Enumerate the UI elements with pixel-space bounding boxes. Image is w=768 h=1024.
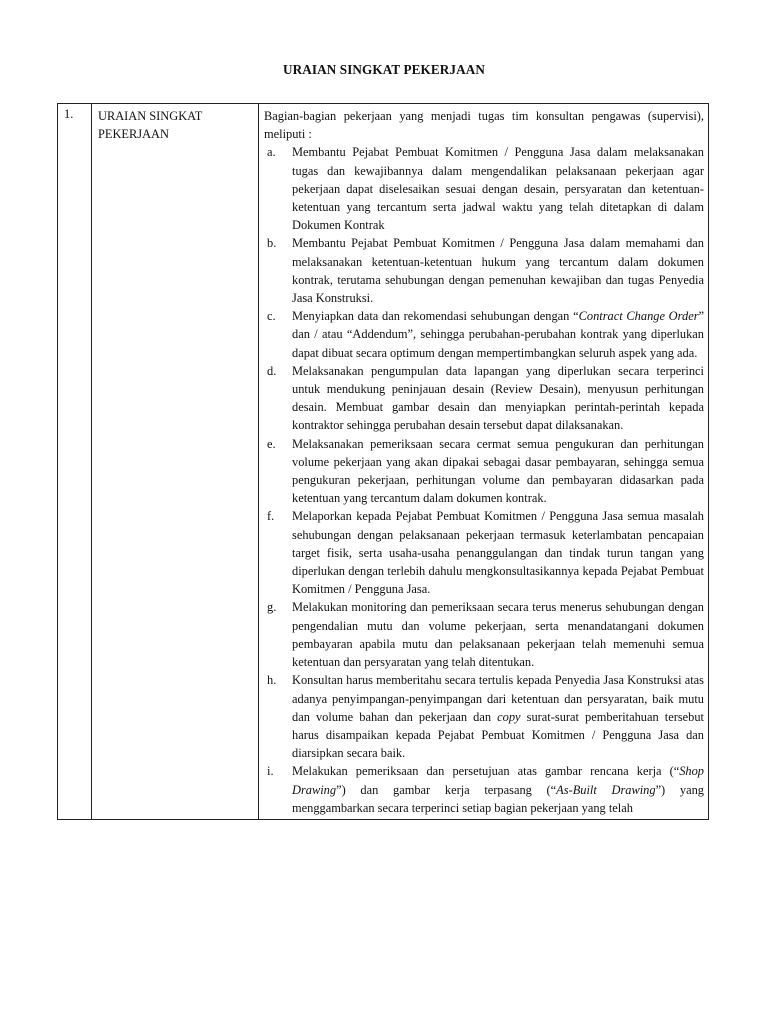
text-segment: Membantu Pejabat Pembuat Komitmen / Pengguna Jasa dalam melaksanakan tugas dan kewajibannya dalam mengendalikan pelaksanaan pekerjaan agar pekerjaan dapat diselesaikan sesuai dengan desain, persyaratan dan ketentuan-ketentuan yang tercantum serta jadwal waktu yang telah ditetapkan di dalam Dokumen Kontrak [292,145,704,233]
list-item [264,598,704,671]
list-item [264,234,704,307]
list-item-text [292,143,704,234]
italic-term: copy [497,709,521,724]
intro-paragraph: Bagian-bagian pekerjaan yang menjadi tugas tim konsultan pengawas (supervisi), meliputi : [264,109,704,142]
list-item-letter: h. [267,673,277,688]
list-item [264,307,704,362]
text-segment: Membantu Pejabat Pembuat Komitmen / Pengguna Jasa dalam memahami dan melaksanakan ketentuan-ketentuan hukum yang tercantum dalam dokumen kontrak, terutama sehubungan dengan pemenuhan kewajiban dan tugas Penyedia Jasa Konstruksi. [292,236,704,306]
list-item-letter: b. [267,236,277,251]
list-item-letter: a. [267,145,276,160]
list-item-letter: d. [267,363,277,378]
list-item-text [292,671,704,762]
list-item-text [292,598,704,671]
list-item-letter: g. [267,600,277,615]
list-item-text [292,307,704,362]
list-item-letter: i. [267,764,274,779]
text-segment: Melaporkan kepada Pejabat Pembuat Komitmen / Pengguna Jasa semua masalah sehubungan dengan pelaksanaan pekerjaan termasuk keterlambatan pencapaian target fisik, serta usaha-usaha penanggulangan dan tindak turun tangan yang diperlukan dengan terlebih dahulu mengkonsultasikannya kepada Pejabat Pembuat Komitmen / Pengguna Jasa. [292,509,704,597]
list-item [264,671,704,762]
italic-term: As-Built Drawing [556,782,656,797]
text-segment: ”) yang menggambarkan secara terperinci setiap bagian pekerjaan yang telah [292,782,704,815]
document-title: URAIAN SINGKAT PEKERJAAN [283,62,485,77]
text-segment: Konsultan harus memberitahu secara tertulis kepada Penyedia Jasa Konstruksi atas adanya penyimpangan-penyimpangan dari ketentuan dan persyaratan, baik mutu dan volume bahan dan pekerjaan dan [292,673,704,724]
list-item-text [292,234,704,307]
list-item-text [292,362,704,435]
list-item-text [292,507,704,598]
text-segment: Melaksanakan pengumpulan data lapangan yang diperlukan secara terperinci untuk mendukung peninjauan desain (Review Desain), menyusun perhitungan desain. Membuat gambar desain dan menyiapkan perintah-perintah kepada kontraktor sehingga perubahan desain tersebut dapat dilaksanakan. [292,363,704,433]
text-segment: surat-surat pemberitahuan tersebut harus disampaikan kepada Pejabat Pembuat Komitmen / Pengguna Jasa dan diarsipkan secara baik. [292,709,704,761]
row-number: 1. [58,104,92,820]
list-item [264,435,704,508]
list-item [264,762,704,817]
text-segment: Melakukan monitoring dan pemeriksaan secara terus menerus sehubungan dengan pengendalian mutu dan volume pekerjaan, serta menandatangani dokumen pembayaran apabila mutu dan pelaksanaan pekerjaan telah memenuhi semua ketentuan dan persyaratan yang telah ditentukan. [292,600,704,670]
list-item-letter: c. [267,309,276,324]
text-segment: Melaksanakan pemeriksaan secara cermat semua pengukuran dan perhitungan volume pekerjaan yang akan dipakai sebagai dasar pembayaran, sehingga semua pengukuran pekerjaan, perhitungan volume dan pembayaran didasarkan pada ketentuan yang tercantum dalam dokumen kontrak. [292,436,704,506]
list-item [264,507,704,598]
work-description-table [57,103,709,820]
text-segment: ”) dan gambar kerja terpasang (“ [336,782,557,797]
task-list [264,143,704,817]
list-item-text [292,762,704,817]
list-item [264,143,704,234]
table-row [58,104,709,820]
row-label: URAIAN SINGKAT PEKERJAAN [92,104,259,820]
list-item-letter: e. [267,436,276,451]
text-segment: ” dan / atau “Addendum”, sehingga perubahan-perubahan kontrak yang diperlukan dapat dibuat secara optimum dengan mempertimbangkan seluruh aspek yang ada. [292,309,705,360]
text-segment: Menyiapkan data dan rekomendasi sehubungan dengan “ [292,309,579,324]
text-segment: Melakukan pemeriksaan dan persetujuan atas gambar rencana kerja (“ [292,764,680,779]
list-item-text [292,435,704,508]
italic-term: Shop Drawing [292,764,704,797]
row-content [259,104,709,820]
list-item [264,362,704,435]
list-item-letter: f. [267,509,275,524]
italic-term: Contract Change Order [578,309,699,324]
